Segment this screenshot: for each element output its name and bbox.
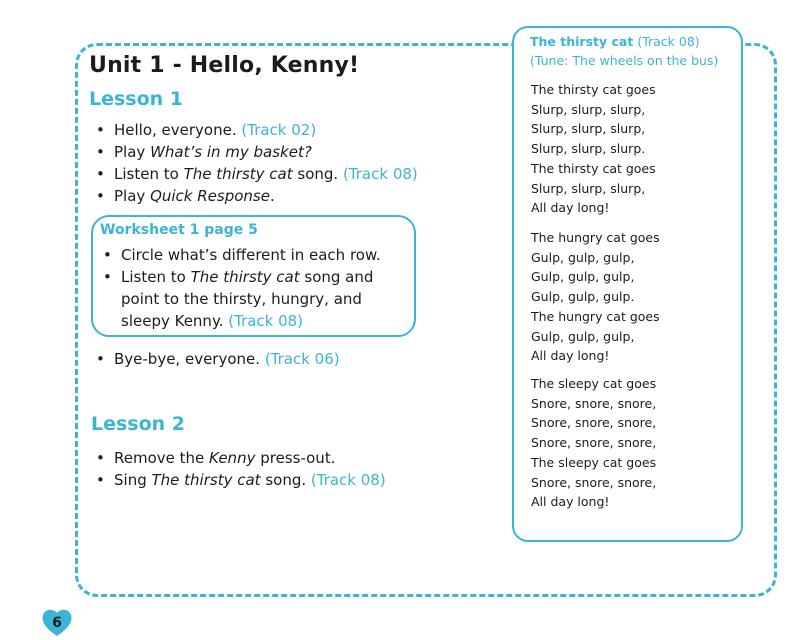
lyric-line: The hungry cat goes [531, 308, 660, 324]
lyric-line: Gulp, gulp, gulp. [531, 289, 635, 305]
lesson-1-item: • Hello, everyone. (Track 02) [92, 119, 418, 141]
track-label: (Track 02) [241, 121, 317, 139]
song-stanza [531, 80, 656, 218]
track-label: (Track 08) [228, 312, 304, 330]
lesson-1-closing-list [92, 348, 340, 370]
lyric-line: All day long! [531, 200, 610, 216]
lesson-1-item: • Play Quick Response. [92, 185, 418, 207]
worksheet-box [91, 215, 416, 337]
lyric-line: Gulp, gulp, gulp, [531, 249, 635, 265]
track-label: (Track 08) [342, 165, 418, 183]
lyric-line: Snore, snore, snore, [531, 415, 657, 431]
lesson-2-item: • Sing The thirsty cat song. (Track 08) [92, 469, 386, 491]
lyric-line: Snore, snore, snore, [531, 474, 657, 490]
track-label: (Track 08) [310, 471, 386, 489]
lyric-line: Gulp, gulp, gulp, [531, 269, 635, 285]
worksheet-item: • Listen to The thirsty cat song and point to the thirsty, hungry, and sleepy Kenny. (Track 08) [99, 266, 404, 332]
lesson-2-list [92, 447, 386, 491]
lesson-2-heading: Lesson 2 [91, 413, 186, 435]
lyric-line: The sleepy cat goes [531, 454, 657, 470]
song-tune: (Tune: The wheels on the bus) [530, 53, 719, 68]
lyric-line: The thirsty cat goes [531, 82, 656, 97]
lyric-line: The hungry cat goes [531, 230, 660, 245]
worksheet-list [99, 244, 404, 332]
lyric-line: All day long! [531, 348, 610, 364]
lyric-line: Slurp, slurp, slurp. [531, 141, 646, 157]
lyric-line: The sleepy cat goes [531, 376, 657, 391]
lyric-line: Gulp, gulp, gulp, [531, 328, 635, 344]
lyric-line: All day long! [531, 494, 610, 510]
lesson-1-heading: Lesson 1 [89, 88, 184, 110]
lyric-line: Snore, snore, snore, [531, 435, 657, 451]
song-lyrics-box [512, 26, 743, 542]
lyric-line: Slurp, slurp, slurp, [531, 180, 646, 196]
lyric-line: Slurp, slurp, slurp, [531, 121, 646, 137]
lyric-line: Slurp, slurp, slurp, [531, 101, 646, 117]
lesson-1-item: • Bye-bye, everyone. (Track 06) [92, 348, 340, 370]
lyric-line: Snore, snore, snore, [531, 395, 657, 411]
track-label: (Track 06) [264, 350, 340, 368]
lesson-1-item: • Play What’s in my basket? [92, 141, 418, 163]
lyric-line: The thirsty cat goes [531, 160, 656, 176]
song-header [530, 32, 718, 70]
unit-title: Unit 1 - Hello, Kenny! [89, 53, 360, 78]
lesson-1-list [92, 119, 418, 207]
song-stanza [531, 374, 656, 512]
song-stanza [531, 228, 660, 366]
song-title: The thirsty cat [530, 34, 634, 49]
song-track: (Track 08) [637, 34, 700, 49]
page-number-badge [41, 607, 73, 637]
worksheet-item: • Circle what’s different in each row. [99, 244, 404, 266]
worksheet-title: Worksheet 1 page 5 [100, 222, 258, 238]
lesson-1-item: • Listen to The thirsty cat song. (Track 08) [92, 163, 418, 185]
lesson-2-item: • Remove the Kenny press-out. [92, 447, 386, 469]
page-number: 6 [52, 615, 62, 631]
